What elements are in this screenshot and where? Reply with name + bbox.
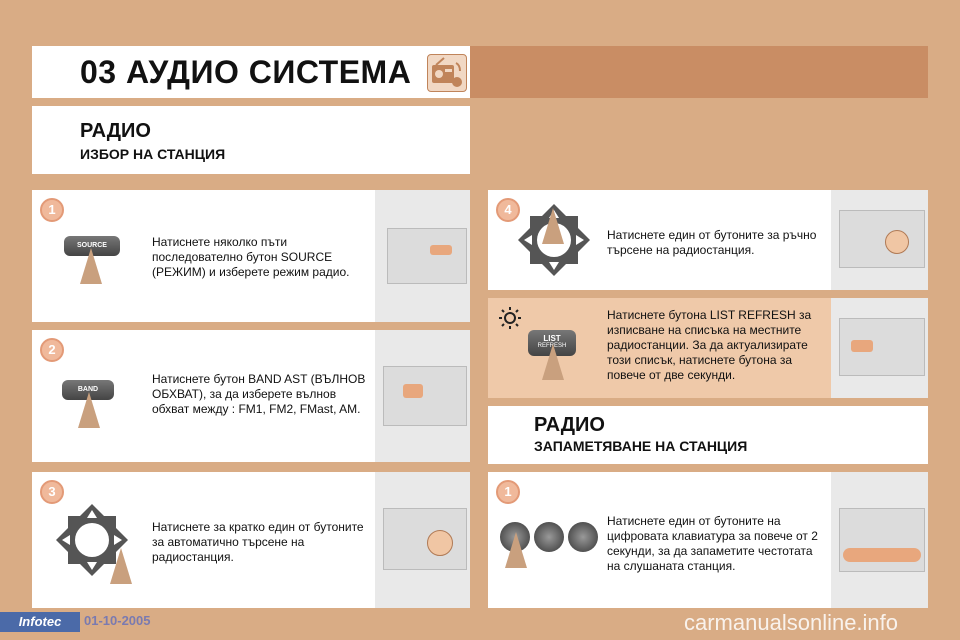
step-number: 1 [496,480,520,504]
header-right-band [470,46,928,98]
radio-illustration-4 [831,190,928,290]
section-subtitle: ЗАПАМЕТЯВАНЕ НА СТАНЦИЯ [534,438,748,454]
infotec-logo: Infotec [0,612,80,632]
tip-lightbulb-icon [498,306,522,330]
radio-illustration-3 [375,472,470,608]
step-number: 4 [496,198,520,222]
radio-illustration-6 [831,472,928,608]
step-text: Натиснете един от бутоните на цифровата клавиатура за повече от 2 секунди, за да запаметите честотата на слушаната станция. [607,514,818,573]
preset-button-3 [568,522,598,552]
arrow-up-icon [80,248,102,284]
section-title: РАДИО [534,414,605,436]
section-title: РАДИО [80,120,151,142]
watermark: carmanualsonline.info [684,610,899,635]
step-text: Натиснете бутон BAND AST (ВЪЛНОВ ОБХВАТ), за да изберете вълнов обхват между : FM1, FM2, FMast, AM. [152,372,366,416]
page-title: 03 АУДИО СИСТЕМА [80,54,412,90]
radio-illustration-1 [375,190,470,322]
band-button-illustration: BAND [62,380,114,400]
arrow-up-icon [78,392,100,428]
arrow-up-icon [505,532,527,568]
step-number: 3 [40,480,64,504]
step-number: 2 [40,338,64,362]
arrow-up-icon [542,208,564,244]
step-text: Натиснете няколко пъти последователно бутон SOURCE (РЕЖИМ) и изберете режим радио. [152,235,350,279]
radio-icon [427,54,467,92]
step-text: Натиснете за кратко един от бутоните за автоматично търсене на радиостанция. [152,520,364,564]
source-button-illustration: SOURCE [64,236,120,256]
list-label: LIST [543,334,561,343]
preset-button-2 [534,522,564,552]
step-number: 1 [40,198,64,222]
arrow-up-icon [542,344,564,380]
tip-text: Натиснете бутона LIST REFRESH за изписване на списъка на местните радиостанции. За да актуализирате този списък, натиснете бутона за повече от две секунди. [607,308,812,382]
radio-illustration-2 [375,330,470,462]
section-subtitle: ИЗБОР НА СТАНЦИЯ [80,146,226,162]
arrow-up-icon [110,548,132,584]
radio-illustration-5 [831,298,928,398]
footer-date: 01-10-2005 [84,613,151,628]
step-text: Натиснете един от бутоните за ръчно търсене на радиостанция. [607,228,817,257]
refresh-label: REFRESH [537,343,567,349]
